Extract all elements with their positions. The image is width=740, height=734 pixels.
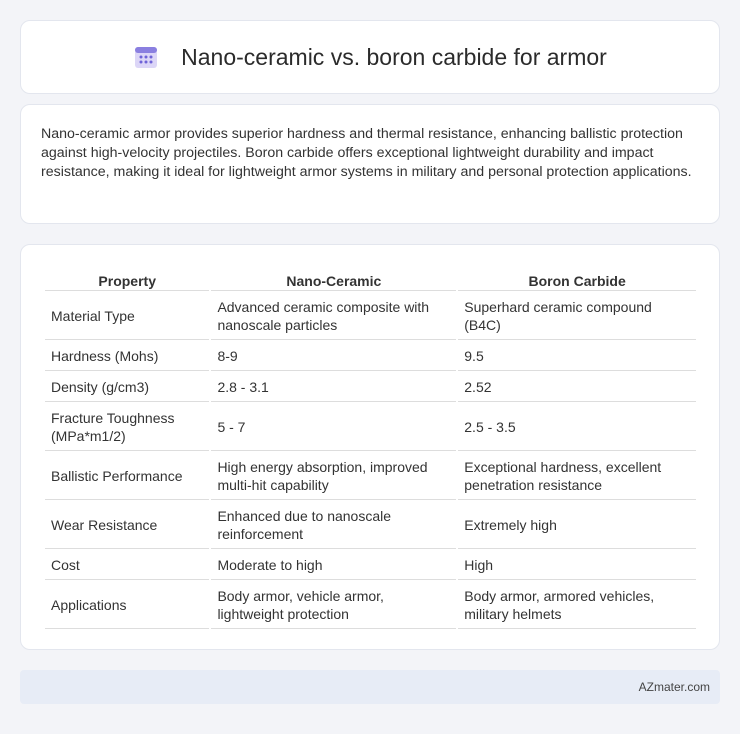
table-cell: Superhard ceramic compound (B4C): [458, 293, 696, 340]
calendar-grid-icon: [133, 44, 159, 70]
table-row: [45, 502, 696, 549]
table-cell: 8-9: [211, 342, 456, 371]
table-row: [45, 293, 696, 340]
table-row: [45, 373, 696, 402]
summary-text: Nano-ceramic armor provides superior hardness and thermal resistance, enhancing ballistic protection against high-velocity projectiles. Boron carbide offers exceptional lightweight durability and impact resistance, making it ideal for lightweight armor systems in military and personal protection applications.: [41, 126, 692, 180]
table-cell: 9.5: [458, 342, 696, 371]
row-label: Fracture Toughness (MPa*m1/2): [45, 404, 209, 451]
table-cell: Enhanced due to nanoscale reinforcement: [211, 502, 456, 549]
row-label: Material Type: [45, 293, 209, 340]
table-cell: Body armor, vehicle armor, lightweight protection: [211, 582, 456, 629]
row-label: Cost: [45, 551, 209, 580]
table-row: [45, 551, 696, 580]
table-cell: 5 - 7: [211, 404, 456, 451]
table-cell: Exceptional hardness, excellent penetration resistance: [458, 453, 696, 500]
table-row: [45, 453, 696, 500]
row-label: Wear Resistance: [45, 502, 209, 549]
row-label: Applications: [45, 582, 209, 629]
table-cell: High: [458, 551, 696, 580]
table-header-row: [45, 267, 696, 291]
table-cell: 2.5 - 3.5: [458, 404, 696, 451]
table-cell: 2.52: [458, 373, 696, 402]
comparison-table-card: [20, 244, 720, 650]
footer-brand-link[interactable]: AZmater.com: [638, 680, 710, 694]
table-cell: Moderate to high: [211, 551, 456, 580]
column-header-nano-ceramic: Nano-Ceramic: [211, 267, 456, 291]
comparison-table: [43, 265, 698, 631]
table-cell: 2.8 - 3.1: [211, 373, 456, 402]
table-cell: High energy absorption, improved multi-hit capability: [211, 453, 456, 500]
table-cell: Advanced ceramic composite with nanoscale particles: [211, 293, 456, 340]
column-header-boron-carbide: Boron Carbide: [458, 267, 696, 291]
table-cell: Body armor, armored vehicles, military helmets: [458, 582, 696, 629]
table-cell: Extremely high: [458, 502, 696, 549]
table-row: [45, 342, 696, 371]
footer: [20, 670, 720, 704]
table-row: [45, 582, 696, 629]
title-card: [20, 20, 720, 94]
row-label: Density (g/cm3): [45, 373, 209, 402]
page-title: Nano-ceramic vs. boron carbide for armor: [181, 43, 607, 70]
row-label: Ballistic Performance: [45, 453, 209, 500]
column-header-property: Property: [45, 267, 209, 291]
summary-card: [20, 104, 720, 224]
table-row: [45, 404, 696, 451]
row-label: Hardness (Mohs): [45, 342, 209, 371]
